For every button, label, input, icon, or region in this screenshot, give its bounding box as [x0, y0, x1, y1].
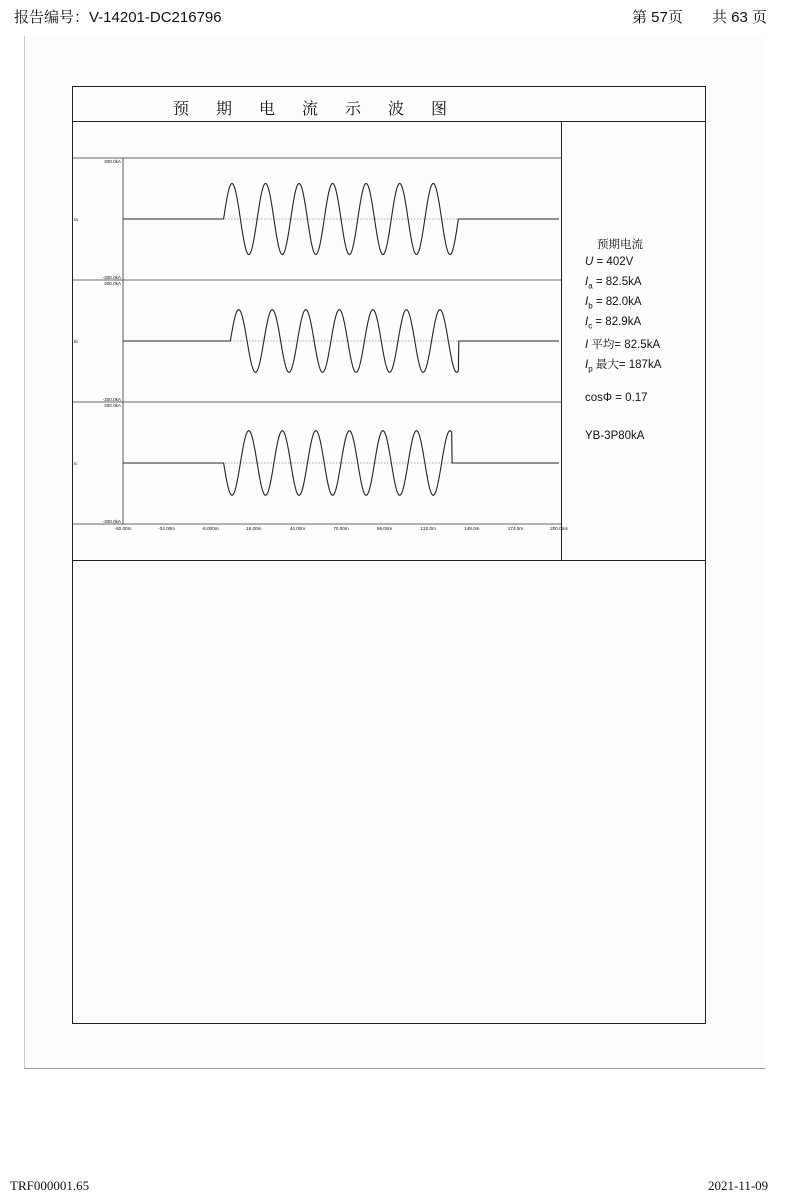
- x-tick-label: 44.00m: [289, 526, 306, 531]
- y-min-label: -300.0kA: [102, 275, 121, 280]
- info-heading: 预期电流: [597, 239, 643, 251]
- x-tick-label: 148.0m: [464, 526, 480, 531]
- current-b-value: $I_b = 82.0kA$: [585, 296, 642, 311]
- oscillogram: [73, 154, 568, 534]
- y-min-label: -300.0kA: [102, 519, 121, 524]
- peak-current-value: $I_p$ 最大= 187kA: [585, 359, 662, 374]
- x-tick-label: 174.0m: [507, 526, 524, 531]
- waveform-panel-ib: [73, 280, 561, 402]
- title-row: [73, 87, 705, 122]
- page-title: 预期电流示波图: [173, 99, 475, 118]
- current-c-value: $I_c = 82.9kA$: [585, 316, 642, 331]
- report-frame: [72, 86, 706, 1024]
- waveform-panel-ia: [73, 158, 561, 280]
- report-number: 报告编号：V-14201-DC216796: [14, 9, 222, 26]
- total-pages: 共 63 页: [712, 9, 768, 26]
- x-tick-label: 18.00m: [246, 526, 262, 531]
- current-average-value: I 平均= 82.5kA: [585, 339, 661, 351]
- x-tick-label: 200.0ms: [550, 526, 568, 531]
- model-value: YB-3P80kA: [585, 430, 645, 442]
- y-max-label: 300.0kA: [104, 159, 121, 164]
- voltage-value: U = 402V: [585, 256, 634, 268]
- footer-date: 2021-11-09: [708, 1178, 769, 1193]
- channel-label: Ic: [74, 461, 78, 466]
- channel-label: Ia: [74, 217, 78, 222]
- y-max-label: 300.0kA: [104, 281, 121, 286]
- x-tick-label: -60.00m: [114, 526, 132, 531]
- x-tick-label: -34.00m: [158, 526, 176, 531]
- y-min-label: -300.0kA: [102, 397, 121, 402]
- channel-label: Ib: [74, 339, 78, 344]
- current-trace: [123, 183, 559, 254]
- current-a-value: $I_a = 82.5kA$: [585, 276, 642, 291]
- waveform-panel-ic: [73, 402, 561, 524]
- y-max-label: 300.0kA: [104, 403, 121, 408]
- column-divider: [561, 122, 562, 560]
- current-trace: [123, 310, 559, 373]
- page-number: 第 57页: [632, 9, 683, 26]
- x-tick-label: 122.0m: [420, 526, 436, 531]
- power-factor-value: cosΦ = 0.17: [585, 392, 648, 404]
- current-trace: [123, 431, 559, 496]
- x-tick-label: 96.00m: [376, 526, 393, 531]
- content-row: [73, 122, 705, 561]
- x-tick-label: 70.00m: [333, 526, 349, 531]
- x-tick-label: -8.000m: [201, 526, 219, 531]
- footer-code: TRF000001.65: [10, 1178, 90, 1193]
